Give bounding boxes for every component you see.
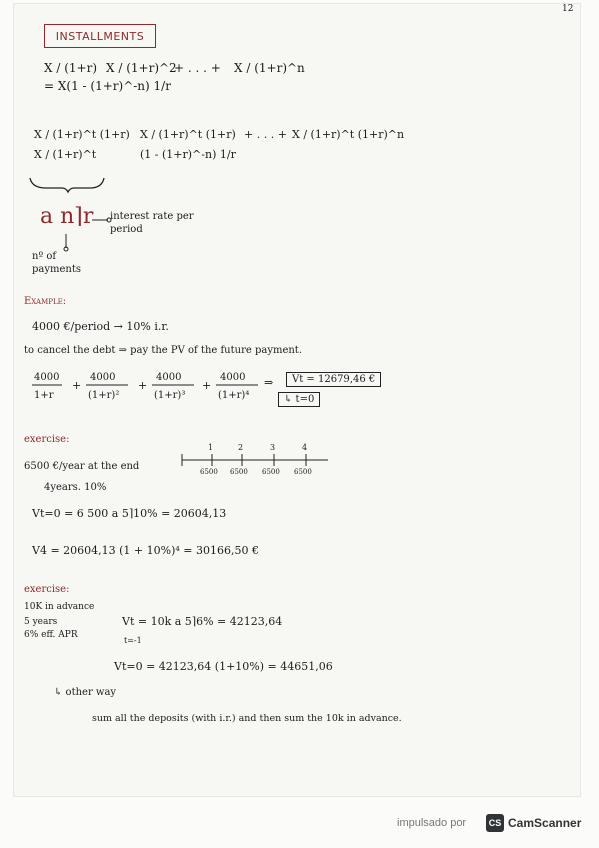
formula1-term-3: X / (1+r)^n [234,61,305,75]
example-line-1: 4000 €/period → 10% i.r. [32,320,169,333]
underbrace [28,174,108,194]
exercise2-vt: Vt = 10k a 5⌉6% = 42123,64 [122,615,283,628]
exercise1-heading: exercise: [24,434,70,445]
svg-text:+: + [138,379,148,392]
timeline-value-1: 6500 [200,468,218,476]
annuity-symbol: a n⌉r [40,204,94,229]
camscanner-badge [486,813,586,833]
formula-2 [30,122,530,166]
example-num-3: 4000 [156,372,182,383]
exercise2-heading: exercise: [24,584,70,595]
interest-rate-label: interest rate per period [110,211,194,235]
formula1-term-1: X / (1+r) [44,61,98,75]
exercise2-vt-note: t=-1 [124,636,142,645]
example-num-2: 4000 [90,372,116,383]
timeline-tick-4: 4 [302,443,308,452]
timeline-value-4: 6500 [294,468,312,476]
timeline-value-2: 6500 [230,468,248,476]
exercise2-vt0: Vt=0 = 42123,64 (1+10%) = 44651,06 [114,660,333,673]
example-fractions [32,367,282,403]
formula2-rhs-tail: (1 - (1+r)^-n) 1/r [140,148,236,161]
example-line-2: to cancel the debt ⇒ pay the PV of the future payment. [24,345,303,356]
svg-text:+: + [72,379,82,392]
notation-arrows [54,214,114,254]
camscanner-logo-icon: CS [486,814,504,832]
formula2-term-2: X / (1+r)^t (1+r) [140,128,236,141]
implies-arrow: ⇒ [264,376,274,389]
formula1-rhs: = X(1 - (1+r)^-n) 1/r [44,79,171,93]
example-den-3: (1+r)³ [154,390,186,401]
formula2-ellipsis: + . . . + [244,128,287,141]
exercise1-text-1: 6500 €/year at the end [24,461,140,472]
formula-1 [34,56,374,96]
timeline-tick-3: 3 [270,443,276,452]
exercise2-text-3: 6% eff. APR [24,630,78,640]
example-num-1: 4000 [34,372,60,383]
timeline-tick-1: 1 [208,443,214,452]
example-den-2: (1+r)² [88,390,120,401]
notebook-sheet [14,4,580,796]
svg-text:+: + [202,379,212,392]
page-number: 12 [562,4,574,14]
timeline-value-3: 6500 [262,468,280,476]
page-title: INSTALLMENTS [44,24,156,48]
exercise2-sum-text: sum all the deposits (with i.r.) and then sum the 10k in advance. [92,713,402,724]
exercise1-v4: V4 = 20604,13 (1 + 10%)⁴ = 30166,50 € [32,544,259,557]
example-result-note: ↳ t=0 [278,392,320,407]
payment-timeline [178,440,338,476]
formula1-ellipsis: + . . . + [174,61,221,75]
formula2-rhs-fraction: X / (1+r)^t [34,148,97,161]
footer-label: impulsado por [397,817,467,829]
exercise1-text-2: 4years. 10% [44,482,107,493]
exercise2-text-2: 5 years [24,617,58,627]
example-den-4: (1+r)⁴ [218,390,250,401]
formula2-term-3: X / (1+r)^t (1+r)^n [292,128,405,141]
exercise1-vt0: Vt=0 = 6 500 a 5⌉10% = 20604,13 [32,507,227,520]
example-heading: Example: [24,296,67,307]
timeline-tick-2: 2 [238,443,244,452]
example-num-4: 4000 [220,372,246,383]
exercise2-text-1: 10K in advance [24,602,95,612]
formula1-term-2: X / (1+r)^2 [106,61,177,75]
example-den-1: 1+r [34,390,54,401]
example-result: Vt = 12679,46 € [286,372,381,387]
exercise2-other-way: ↳ other way [54,687,117,698]
camscanner-brand-name: CamScanner [508,816,582,830]
formula2-term-1: X / (1+r)^t (1+r) [34,128,130,141]
payments-label: nº of payments [32,251,82,275]
